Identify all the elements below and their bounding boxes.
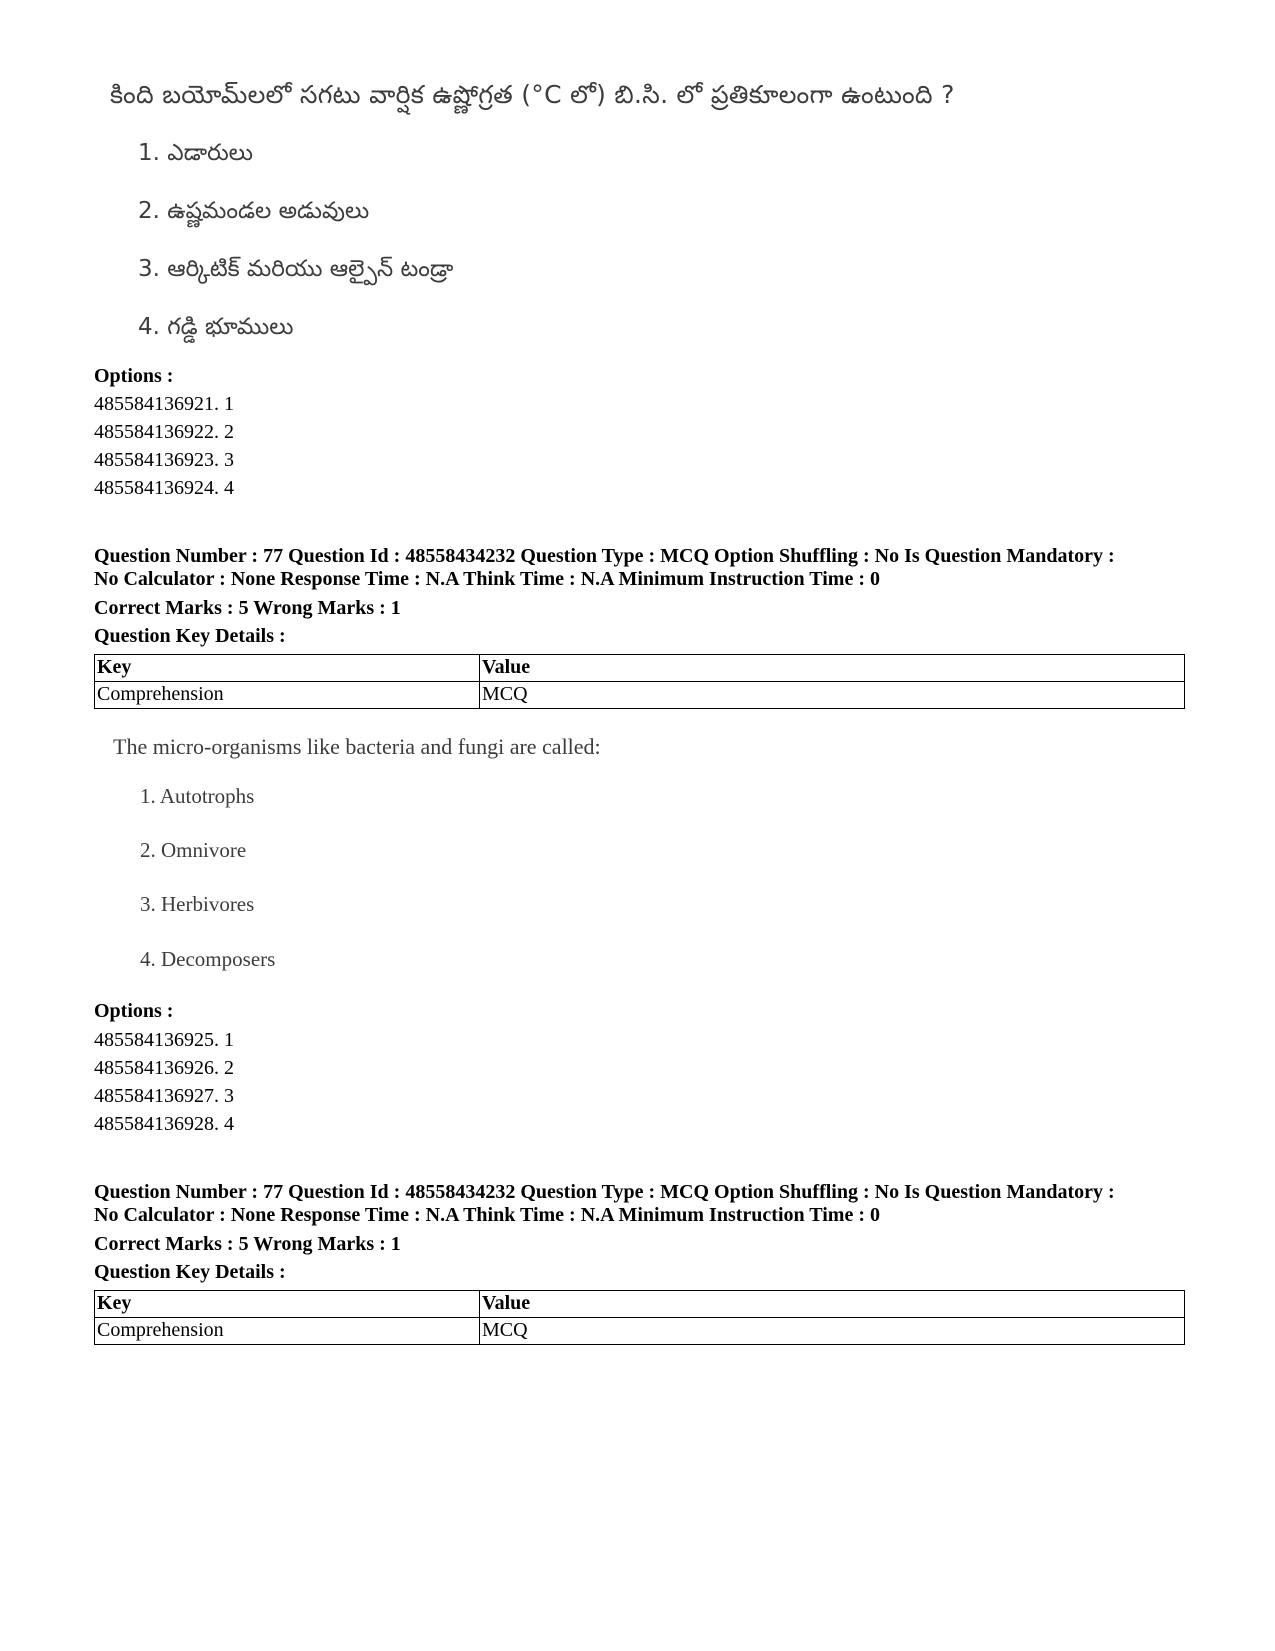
table-cell-key: Comprehension <box>95 682 480 709</box>
question-choice: 1. ఎడారులు <box>138 140 253 166</box>
table-header-value: Value <box>480 1291 1185 1318</box>
option-item: 485584136922. 2 <box>94 421 234 443</box>
table-cell-value: MCQ <box>480 682 1185 709</box>
question-choice: 3. ఆర్కిటిక్ మరియు ఆల్పైన్ టండ్రా <box>138 256 454 282</box>
marks-line: Correct Marks : 5 Wrong Marks : 1 <box>94 597 401 619</box>
options-label: Options : <box>94 365 174 387</box>
question-stem: The micro-organisms like bacteria and fungi are called: <box>113 734 601 759</box>
option-item: 485584136927. 3 <box>94 1085 234 1107</box>
question-choice: 4. గడ్డి భూములు <box>138 314 294 340</box>
question-meta-line2: No Calculator : None Response Time : N.A Think Time : N.A Minimum Instruction Time : 0 <box>94 1204 880 1226</box>
option-item: 485584136924. 4 <box>94 477 234 499</box>
table-header-row <box>95 655 1185 682</box>
table-cell-value: MCQ <box>480 1318 1185 1345</box>
question-meta-line1: Question Number : 77 Question Id : 48558434232 Question Type : MCQ Option Shuffling : No Is Question Mandatory : <box>94 1181 1115 1203</box>
option-item: 485584136928. 4 <box>94 1113 234 1135</box>
marks-line: Correct Marks : 5 Wrong Marks : 1 <box>94 1233 401 1255</box>
table-header-key: Key <box>95 655 480 682</box>
table-cell-key: Comprehension <box>95 1318 480 1345</box>
table-row <box>95 682 1185 709</box>
table-header-value: Value <box>480 655 1185 682</box>
option-item: 485584136925. 1 <box>94 1029 234 1051</box>
question-choice: 3. Herbivores <box>140 892 255 916</box>
option-item: 485584136921. 1 <box>94 393 234 415</box>
key-details-table <box>94 654 1185 709</box>
question-stem: కింది బయోమ్‌లలో సగటు వార్షిక ఉష్ణోగ్రత (°C లో) బి.సి. లో ప్రతికూలంగా ఉంటుంది ? <box>110 80 955 109</box>
table-header-key: Key <box>95 1291 480 1318</box>
key-details-table <box>94 1290 1185 1345</box>
key-details-label: Question Key Details : <box>94 625 286 647</box>
question-choice: 1. Autotrophs <box>140 784 255 808</box>
option-item: 485584136923. 3 <box>94 449 234 471</box>
key-details-label: Question Key Details : <box>94 1261 286 1283</box>
options-label: Options : <box>94 1000 174 1022</box>
question-meta-line2: No Calculator : None Response Time : N.A Think Time : N.A Minimum Instruction Time : 0 <box>94 568 880 590</box>
table-header-row <box>95 1291 1185 1318</box>
option-item: 485584136926. 2 <box>94 1057 234 1079</box>
question-choice: 4. Decomposers <box>140 947 276 971</box>
question-choice: 2. ఉష్ణమండల అడువులు <box>138 198 370 224</box>
question-meta-line1: Question Number : 77 Question Id : 48558434232 Question Type : MCQ Option Shuffling : No Is Question Mandatory : <box>94 545 1115 567</box>
question-choice: 2. Omnivore <box>140 838 247 862</box>
table-row <box>95 1318 1185 1345</box>
